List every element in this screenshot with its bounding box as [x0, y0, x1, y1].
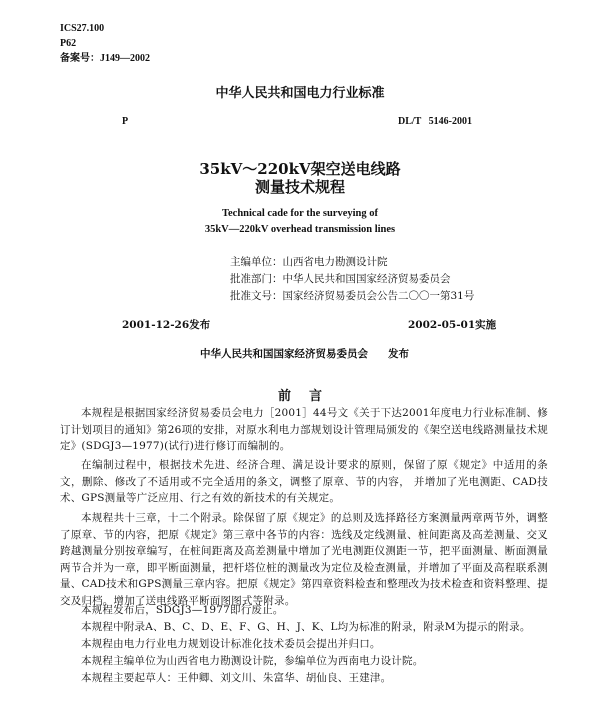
p-code: P62 [60, 38, 77, 49]
standard-code: DL/T 5146-2001 [398, 116, 472, 127]
preface-paragraph-8: 本规程主要起草人：王仲卿、刘文川、朱富华、胡仙良、王建津。 [81, 672, 392, 684]
info-label: 批准部门： [230, 273, 283, 285]
info-value: 中华人民共和国国家经济贸易委员会 [282, 273, 451, 285]
english-title-line1: Technical cade for the surveying of [221, 208, 379, 219]
info-label: 批准文号： [230, 290, 283, 302]
publish-date: 2001-12-26发布 [122, 319, 211, 331]
document-title-line2: 测量技术规程 [254, 178, 345, 196]
english-title-line2: 35kV—220kV overhead transmission lines [204, 224, 396, 235]
preface-paragraph-3: 本规程共十三章，十二个附录。除保留了原《规定》的总则及选择路径方案测量两章两节外，调整了原章、节的内容，把原《规定》第三章中各节的内容：选线及定线测量、桩间距离及高差测量、交叉跨越测量分别按章编写，在桩间距离及高差测量中增加了光电测距仪测距一节，把平面测量、断面测量两节合并为一章，即平断面测量，把杆塔位桩的测量改为定位及检查测量，并增加了平面及高程联系测量、CAD技术和GPS测量三章内容。把原《规定》第四章资料检查和整理改为技术检查和资料整理、提交及归档。增加了送电线路平断面图图式等附录。 [60, 512, 548, 607]
preface-paragraph-4: 本规程发布后，SDGJ3—1977即行废止。 [81, 604, 284, 616]
info-value: 国家经济贸易委员会公告二〇〇一第31号 [282, 290, 475, 302]
preface-title: 前 言 [277, 389, 323, 404]
record-number: 备案号：J149—2002 [60, 53, 150, 64]
preface-paragraph-6: 本规程由电力行业电力规划设计标准化技术委员会提出并归口。 [81, 638, 381, 650]
code-prefix: P [122, 116, 129, 127]
ics-code: ICS27.100 [60, 23, 105, 34]
document-title-line1: 35kV～220kV架空送电线路 [199, 160, 401, 178]
issue-word: 发布 [388, 348, 409, 360]
info-row-approval-number [230, 284, 474, 303]
info-value: 山西省电力勘测设计院 [282, 256, 388, 268]
industry-standard-title: 中华人民共和国电力行业标准 [215, 86, 385, 101]
info-label: 主编单位： [230, 256, 283, 268]
preface-paragraph-5: 本规程中附录A、B、C、D、E、F、G、H、J、K、L均为标准的附录，附录M为提示的附录。 [81, 621, 531, 633]
preface-paragraph-2: 在编制过程中，根据技术先进、经济合理、满足设计要求的原则，保留了原《规定》中适用的条文，删除、修改了不适用或不完全适用的条文，调整了原章、节的内容， 并增加了光电测距、CAD技术、GPS测量等广泛应用、行之有效的新技术的有关规定。 [60, 459, 548, 504]
effective-date: 2002-05-01实施 [408, 319, 497, 331]
issuer: 中华人民共和国国家经济贸易委员会 [200, 348, 368, 360]
preface-paragraph-1: 本规程是根据国家经济贸易委员会电力［2001］44号文《关于下达2001年度电力行业标准制、修订计划项目的通知》第26项的安排，对原水利电力部规划设计管理局颁发的《架空送电线路测量技术规定》(SDGJ3—1977)(试行)进行修订而编制的。 [60, 407, 548, 452]
preface-paragraph-7: 本规程主编单位为山西省电力勘测设计院，参编单位为西南电力设计院。 [81, 655, 424, 667]
